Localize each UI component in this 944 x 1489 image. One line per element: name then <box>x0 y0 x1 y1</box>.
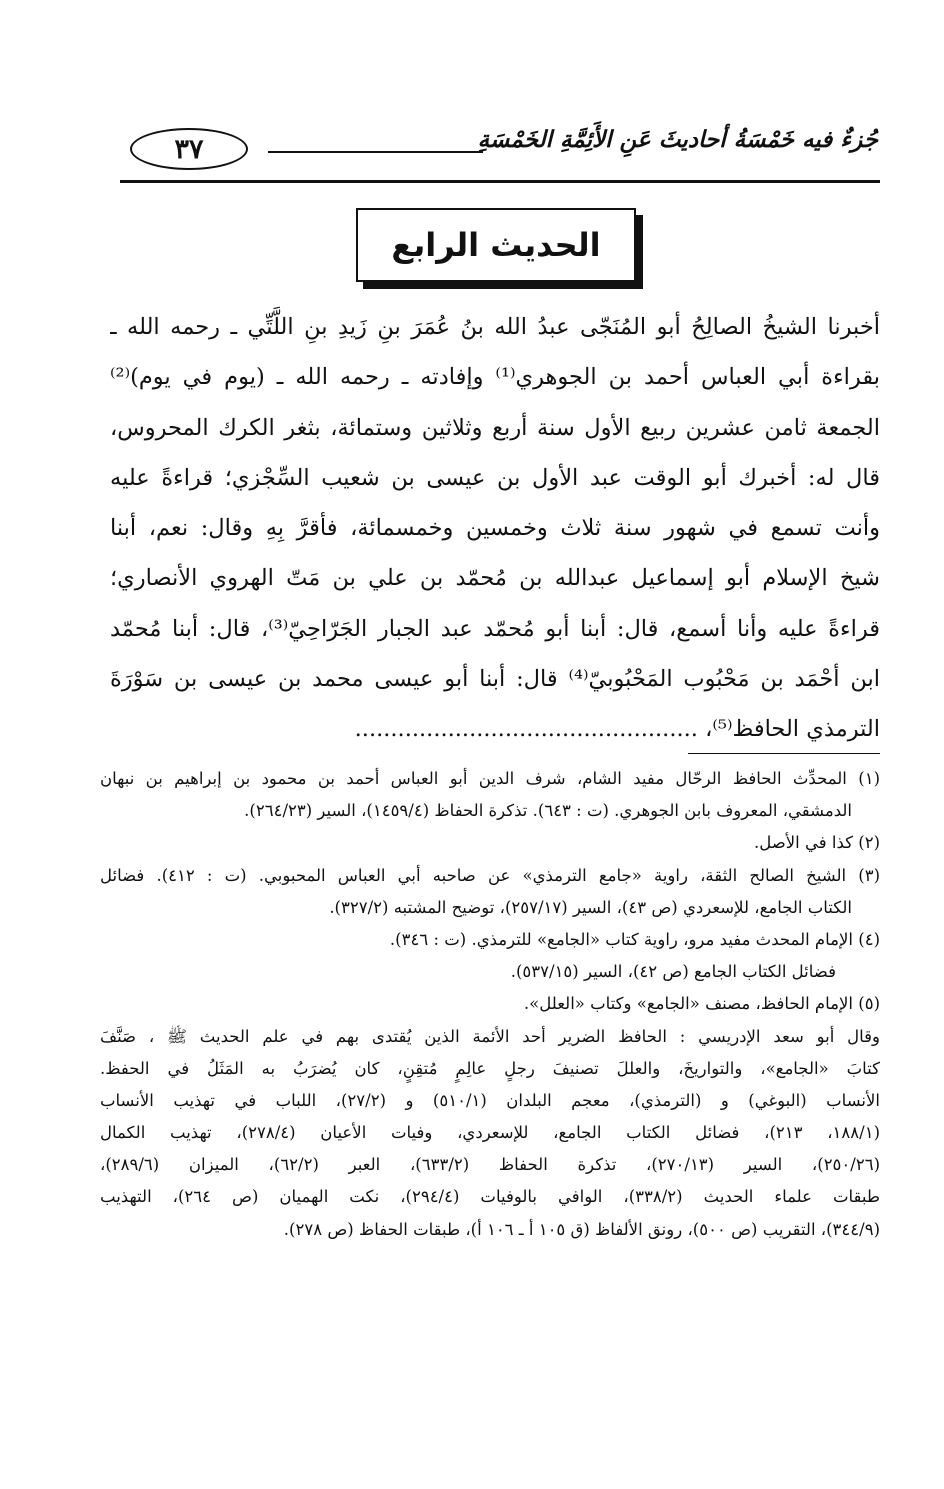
page-header <box>120 120 880 180</box>
text-line: بقراءة أبي العباس أحمد بن الجوهري⁽¹⁾ وإفادته ـ رحمه الله ـ (يوم في يوم)⁽²⁾ <box>110 364 880 391</box>
footnote-line: وقال أبو سعد الإدريسي : الحافظ الضرير أحد الأئمة الذين يُقتدى بهم في علم الحديث ﷺ ، صَنَّفَ <box>100 1026 880 1046</box>
footnote-line: (٣) الشيخ الصالح الثقة، راوية «جامع الترمذي» عن صاحبه أبي العباس المحبوبي. (ت : ٤١٢). فضائل <box>100 865 880 885</box>
footnote-line: (١) المحدِّث الحافظ الرحّال مفيد الشام، شرف الدين أبو العباس أحمد بن محمود بن إبراهيم بن نبهان <box>100 769 880 788</box>
footnote-separator <box>688 753 880 754</box>
hadith-text <box>110 302 880 755</box>
header-divider-line <box>268 151 483 153</box>
footnote-line: (٤) الإمام المحدث مفيد مرو، راوية كتاب «الجامع» للترمذي. (ت : ٣٤٦). <box>389 929 880 949</box>
footnote-line: (٢) كذا في الأصل. <box>754 833 880 853</box>
book-title: جُزءٌ فيه خَمْسَةُ أحاديثَ عَنِ الأَئِمَّةِ الخَمْسَةِ <box>477 126 878 153</box>
footnote-line: (٣٤٤/٩)، التقريب (ص ٥٠٠)، رونق الألفاظ (ق ١٠٥ أ ـ ١٠٦ أ)، طبقات الحفاظ (ص ٢٧٨). <box>283 1219 880 1239</box>
text-line: الترمذي الحافظ⁽⁵⁾، <box>705 716 880 743</box>
footnote-line: الأنساب (البوغي) و (الترمذي)، معجم البلدان (٥١٠/١) و (٢٧/٢)، اللباب في تهذيب الأنساب <box>100 1090 880 1110</box>
footnote-line: فضائل الكتاب الجامع (ص ٤٢)، السير (٥٣٧/١٥). <box>510 962 836 982</box>
footnote-line: (١٨٨/١، ٢١٣)، فضائل الكتاب الجامع، للإسعردي، وفيات الأعيان (٢٧٨/٤)، تهذيب الكمال <box>100 1123 880 1143</box>
header-rule <box>120 180 880 183</box>
text-line: شيخ الإسلام أبو إسماعيل عبدالله بن مُحمّد بن علي بن مَتّ الهروي الأنصاري؛ <box>110 565 880 592</box>
footnote-line: طبقات علماء الحديث (٣٣٨/٢)، الوافي بالوفيات (٢٩٤/٤)، نكت الهميان (ص ٢٦٤)، التهذيب <box>100 1187 880 1207</box>
section-title-box <box>356 208 636 282</box>
footnote-line: (٥) الإمام الحافظ، مصنف «الجامع» وكتاب «العلل». <box>523 994 880 1014</box>
text-line: قراءةً عليه وأنا أسمع، قال: أبنا أبو مُحمّد عبد الجبار الجَرّاحِيّ⁽³⁾، قال: أبنا مُحمّد <box>110 615 880 642</box>
text-line-last <box>110 704 880 754</box>
page-number: ٣٧ <box>130 128 248 170</box>
text-line: ابن أحْمَد بن مَحْبُوب المَحْبُوبيّ⁽⁴⁾ قال: أبنا أبو عيسى محمد بن عيسى بن سَوْرَةَ <box>110 666 880 693</box>
text-line: وأنت تسمع في شهور سنة ثلاث وخمسين وخمسمائة، فأقرَّ بِهِ وقال: نعم، أبنا <box>110 515 880 542</box>
footnotes <box>100 763 880 1246</box>
dotted-leader: ................................................ <box>354 716 698 743</box>
footnote-line: (٢٥٠/٢٦)، السير (٢٧٠/١٣)، تذكرة الحفاظ (٦٣٣/٢)، العبر (٦٢/٢)، الميزان (٢٨٩/٦)، <box>100 1155 880 1175</box>
footnote-line: كتابَ «الجامع»، والتواريخَ، والعللَ تصنيفَ رجلٍ عالِمٍ مُتقِنٍ، كان يُضرَبُ به المَثَلُ في الحفظ. <box>100 1058 880 1078</box>
footnote-line: الكتاب الجامع، للإسعردي (ص ٤٣)، السير (٢٥٧/١٧)، توضيح المشتبه (٣٢٧/٢). <box>329 897 852 917</box>
text-line: أخبرنا الشيخُ الصالِحُ أبو المُنَجّى عبدُ الله بنُ عُمَرَ بنِ زَيدِ بنِ اللَّتِّي ـ رحمه الله ـ <box>110 314 880 340</box>
section-title: الحديث الرابع <box>391 226 601 264</box>
text-line: الجمعة ثامن عشرين ربيع الأول سنة أربع وثلاثين وستمائة، بثغر الكرك المحروس، <box>110 414 880 441</box>
text-line: قال له: أخبرك أبو الوقت عبد الأول بن عيسى بن شعيب السِّجْزي؛ قراءةً عليه <box>110 464 880 491</box>
footnote-line: الدمشقي، المعروف بابن الجوهري. (ت : ٦٤٣). تذكرة الحفاظ (١٤٥٩/٤)، السير (٢٦٤/٢٣). <box>244 801 852 821</box>
